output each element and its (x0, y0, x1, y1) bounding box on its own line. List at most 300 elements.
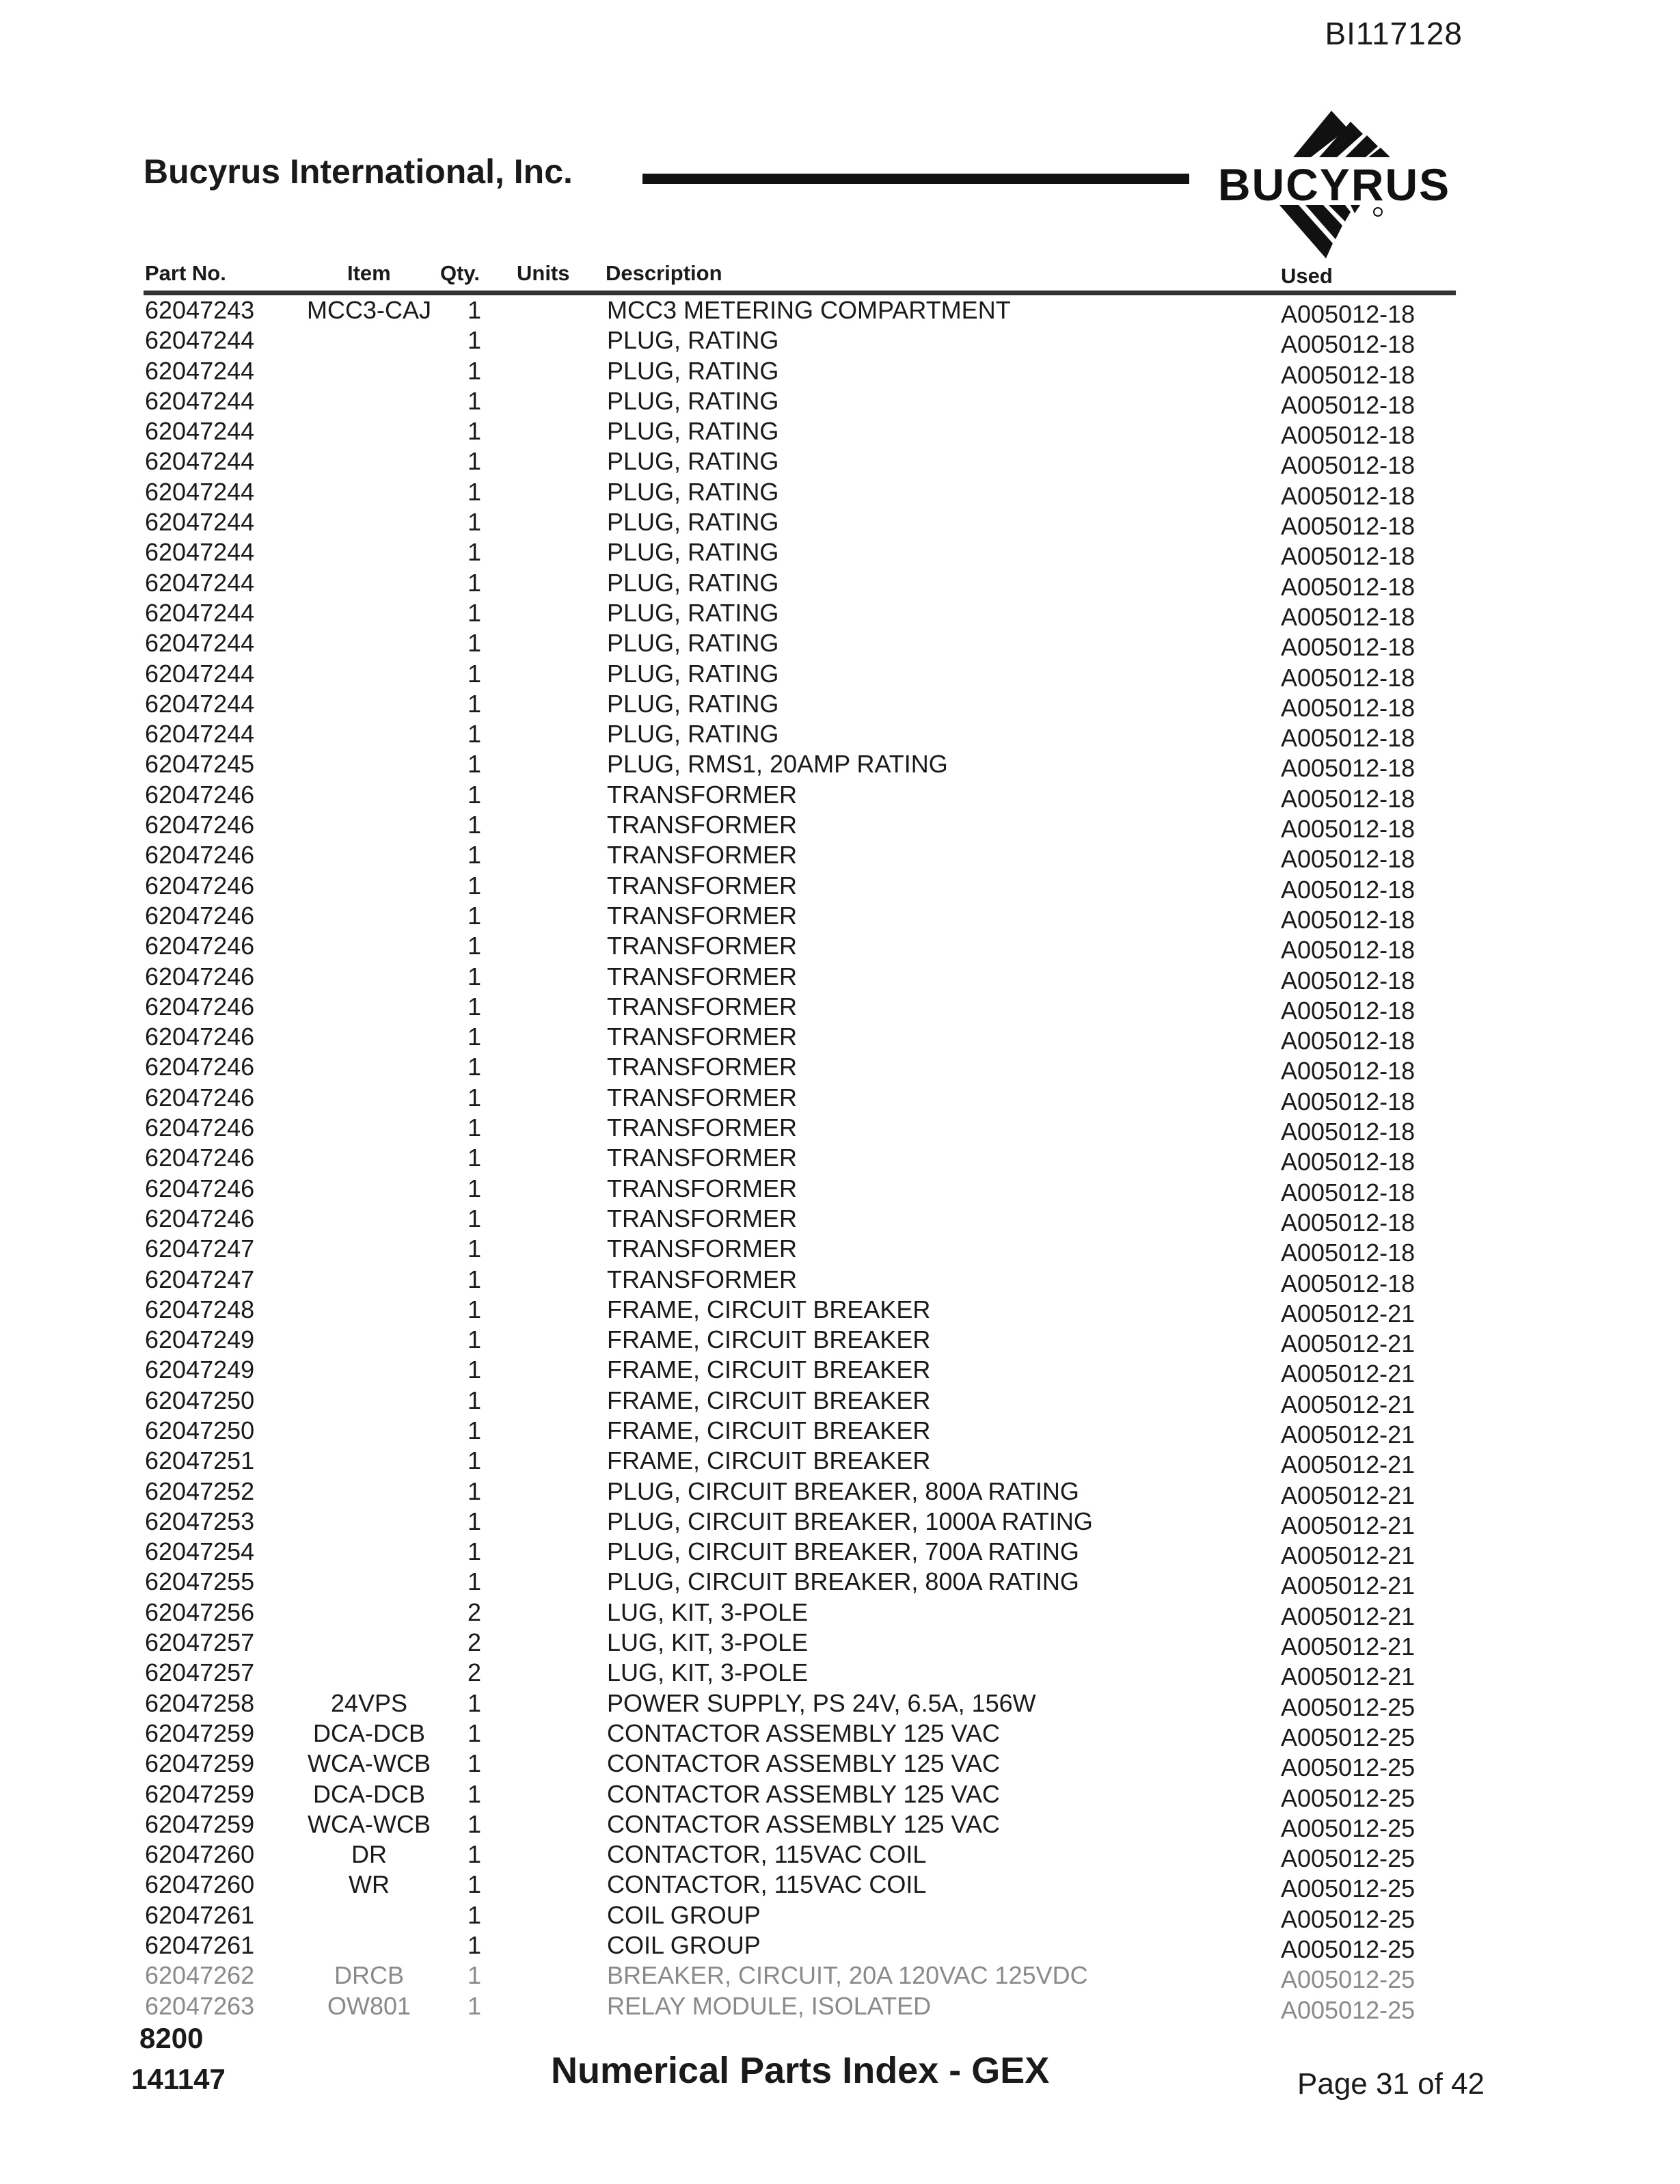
description-cell: TRANSFORMER (607, 871, 797, 900)
table-row (0, 1718, 1680, 1749)
table-row (0, 568, 1680, 601)
quantity-cell: 1 (467, 992, 482, 1021)
description-cell: FRAME, CIRCUIT BREAKER (607, 1295, 931, 1323)
part-number-cell: 62047244 (145, 417, 255, 446)
used-on-cell: A005012-18 (1281, 1027, 1415, 1055)
used-on-cell: A005012-18 (1281, 1239, 1415, 1267)
description-cell: TRANSFORMER (607, 1204, 797, 1232)
description-cell: TRANSFORMER (607, 1114, 797, 1142)
table-row (0, 810, 1680, 844)
part-number-cell: 62047254 (145, 1537, 255, 1566)
used-on-cell: A005012-25 (1281, 1723, 1415, 1751)
item-code-cell: DRCB (334, 1961, 404, 1990)
quantity-cell: 1 (467, 417, 482, 446)
quantity-cell: 1 (467, 629, 482, 658)
used-on-cell: A005012-18 (1281, 1208, 1415, 1237)
used-on-cell: A005012-21 (1281, 1390, 1415, 1418)
description-cell: PLUG, CIRCUIT BREAKER, 1000A RATING (607, 1507, 1093, 1535)
quantity-cell: 1 (467, 326, 482, 355)
quantity-cell: 1 (467, 1567, 482, 1596)
quantity-cell: 1 (467, 1870, 482, 1899)
part-number-cell: 62047244 (145, 386, 255, 415)
table-row (0, 1174, 1680, 1204)
part-number-cell: 62047259 (145, 1809, 255, 1838)
description-cell: PLUG, RATING (607, 447, 779, 476)
part-number-cell: 62047246 (145, 1204, 255, 1232)
footer-number: 141147 (131, 2063, 226, 2095)
description-cell: TRANSFORMER (607, 1174, 797, 1202)
description-cell: MCC3 METERING COMPARTMENT (607, 296, 1011, 324)
description-cell: PLUG, RATING (607, 689, 779, 718)
description-cell: PLUG, RATING (607, 508, 779, 537)
description-cell: PLUG, RATING (607, 659, 779, 688)
item-code-cell: WR (349, 1870, 390, 1899)
part-number-cell: 62047244 (145, 568, 255, 597)
quantity-cell: 1 (467, 901, 482, 930)
table-row (0, 477, 1680, 510)
used-on-cell: A005012-25 (1281, 1814, 1415, 1842)
description-cell: TRANSFORMER (607, 780, 797, 809)
part-number-cell: 62047251 (145, 1446, 255, 1475)
table-row (0, 386, 1680, 419)
part-number-cell: 62047246 (145, 1144, 255, 1172)
bucyrus-logo (1211, 109, 1457, 260)
description-cell: BREAKER, CIRCUIT, 20A 120VAC 125VDC (607, 1961, 1088, 1990)
table-row (0, 1325, 1680, 1358)
quantity-cell: 1 (467, 780, 482, 809)
description-cell: TRANSFORMER (607, 1265, 797, 1293)
description-cell: PLUG, CIRCUIT BREAKER, 700A RATING (607, 1537, 1079, 1566)
part-number-cell: 62047260 (145, 1840, 255, 1869)
used-on-cell: A005012-21 (1281, 1451, 1415, 1479)
col-header-qty: Qty. (440, 261, 480, 285)
description-cell: COIL GROUP (607, 1900, 761, 1929)
used-on-cell: A005012-18 (1281, 875, 1415, 904)
table-row (0, 962, 1680, 995)
table-row (0, 840, 1680, 874)
col-header-used: Used (1281, 264, 1333, 288)
part-number-cell: 62047246 (145, 992, 255, 1021)
table-row (0, 1416, 1680, 1446)
part-number-cell: 62047244 (145, 659, 255, 688)
part-number-cell: 62047244 (145, 477, 255, 506)
item-code-cell: MCC3-CAJ (306, 296, 431, 324)
part-number-cell: 62047244 (145, 326, 255, 355)
table-row (0, 689, 1680, 722)
description-cell: PLUG, RATING (607, 538, 779, 567)
part-number-cell: 62047244 (145, 538, 255, 567)
part-number-cell: 62047244 (145, 720, 255, 749)
part-number-cell: 62047244 (145, 508, 255, 537)
part-number-cell: 62047261 (145, 1931, 255, 1960)
used-on-cell: A005012-18 (1281, 905, 1415, 934)
quantity-cell: 1 (467, 1991, 482, 2020)
item-code-cell: OW801 (327, 1991, 411, 2020)
part-number-cell: 62047250 (145, 1416, 255, 1444)
part-number-cell: 62047244 (145, 447, 255, 476)
quantity-cell: 1 (467, 1265, 482, 1293)
used-on-cell: A005012-21 (1281, 1299, 1415, 1327)
description-cell: TRANSFORMER (607, 932, 797, 960)
quantity-cell: 1 (467, 1144, 482, 1172)
table-row (0, 1477, 1680, 1507)
used-on-cell: A005012-25 (1281, 1874, 1415, 1903)
part-number-cell: 62047246 (145, 811, 255, 839)
used-on-cell: A005012-18 (1281, 1269, 1415, 1297)
description-cell: PLUG, RATING (607, 417, 779, 446)
table-row (0, 749, 1680, 783)
document-id: BI117128 (1325, 16, 1463, 51)
quantity-cell: 1 (467, 1083, 482, 1111)
part-number-cell: 62047247 (145, 1265, 255, 1293)
table-row (0, 325, 1680, 359)
logo-wordmark: BUCYRUS (1217, 159, 1451, 210)
table-row (0, 1688, 1680, 1721)
table-row (0, 1022, 1680, 1055)
table-row (0, 719, 1680, 753)
quantity-cell: 1 (467, 386, 482, 415)
quantity-cell: 1 (467, 1174, 482, 1202)
quantity-cell: 1 (467, 1537, 482, 1566)
table-row (0, 416, 1680, 450)
table-row (0, 1234, 1680, 1267)
table-row (0, 1355, 1680, 1388)
description-cell: TRANSFORMER (607, 992, 797, 1021)
used-on-cell: A005012-18 (1281, 451, 1415, 480)
used-on-cell: A005012-21 (1281, 1572, 1415, 1600)
part-number-cell: 62047253 (145, 1507, 255, 1535)
description-cell: CONTACTOR, 115VAC COIL (607, 1840, 927, 1869)
part-number-cell: 62047247 (145, 1235, 255, 1263)
quantity-cell: 1 (467, 1749, 482, 1778)
used-on-cell: A005012-18 (1281, 1087, 1415, 1116)
description-cell: TRANSFORMER (607, 1023, 797, 1051)
used-on-cell: A005012-25 (1281, 1844, 1415, 1873)
item-code-cell: DCA-DCB (312, 1779, 425, 1808)
used-on-cell: A005012-21 (1281, 1330, 1415, 1358)
used-on-cell: A005012-18 (1281, 330, 1415, 359)
used-on-cell: A005012-18 (1281, 815, 1415, 844)
quantity-cell: 1 (467, 689, 482, 718)
quantity-cell: 1 (467, 659, 482, 688)
part-number-cell: 62047246 (145, 1174, 255, 1202)
part-number-cell: 62047246 (145, 1083, 255, 1111)
quantity-cell: 1 (467, 1204, 482, 1232)
quantity-cell: 1 (467, 720, 482, 749)
quantity-cell: 1 (467, 568, 482, 597)
part-number-cell: 62047259 (145, 1718, 255, 1747)
part-number-cell: 62047260 (145, 1870, 255, 1899)
table-row (0, 659, 1680, 692)
description-cell: PLUG, RATING (607, 598, 779, 627)
footer-model: 8200 (139, 2022, 204, 2054)
used-on-cell: A005012-21 (1281, 1541, 1415, 1570)
quantity-cell: 1 (467, 750, 482, 779)
description-cell: TRANSFORMER (607, 901, 797, 930)
description-cell: RELAY MODULE, ISOLATED (607, 1991, 932, 2020)
description-cell: TRANSFORMER (607, 1235, 797, 1263)
description-cell: LUG, KIT, 3-POLE (607, 1658, 809, 1687)
used-on-cell: A005012-21 (1281, 1420, 1415, 1448)
part-number-cell: 62047246 (145, 841, 255, 869)
description-cell: PLUG, RMS1, 20AMP RATING (607, 750, 948, 779)
quantity-cell: 1 (467, 1931, 482, 1960)
quantity-cell: 1 (467, 1718, 482, 1747)
item-code-cell: WCA-WCB (308, 1749, 431, 1778)
table-row (0, 1446, 1680, 1479)
table-row (0, 1809, 1680, 1842)
quantity-cell: 1 (467, 1295, 482, 1323)
quantity-cell: 1 (467, 477, 482, 506)
description-cell: TRANSFORMER (607, 811, 797, 839)
quantity-cell: 1 (467, 447, 482, 476)
part-number-cell: 62047248 (145, 1295, 255, 1323)
quantity-cell: 1 (467, 1386, 482, 1414)
used-on-cell: A005012-25 (1281, 1783, 1415, 1812)
part-number-cell: 62047255 (145, 1567, 255, 1596)
table-row (0, 1507, 1680, 1537)
part-number-cell: 62047244 (145, 598, 255, 627)
col-header-units: Units (517, 261, 570, 285)
used-on-cell: A005012-18 (1281, 512, 1415, 541)
used-on-cell: A005012-25 (1281, 1904, 1415, 1933)
table-row (0, 1597, 1680, 1628)
table-row (0, 1386, 1680, 1416)
quantity-cell: 1 (467, 598, 482, 627)
quantity-cell: 1 (467, 1477, 482, 1505)
part-number-cell: 62047246 (145, 962, 255, 990)
description-cell: PLUG, RATING (607, 386, 779, 415)
used-on-cell: A005012-18 (1281, 996, 1415, 1025)
used-on-cell: A005012-21 (1281, 1662, 1415, 1691)
table-row (0, 1567, 1680, 1600)
used-on-cell: A005012-18 (1281, 663, 1415, 692)
part-number-cell: 62047244 (145, 689, 255, 718)
description-cell: PLUG, RATING (607, 477, 779, 506)
part-number-cell: 62047246 (145, 780, 255, 809)
part-number-cell: 62047245 (145, 750, 255, 779)
description-cell: LUG, KIT, 3-POLE (607, 1628, 809, 1657)
table-row (0, 1749, 1680, 1782)
table-row (0, 1658, 1680, 1691)
table-row (0, 537, 1680, 571)
used-on-cell: A005012-18 (1281, 602, 1415, 631)
description-cell: PLUG, CIRCUIT BREAKER, 800A RATING (607, 1477, 1079, 1505)
table-row (0, 1295, 1680, 1325)
table-row (0, 1143, 1680, 1176)
description-cell: CONTACTOR ASSEMBLY 125 VAC (607, 1779, 1000, 1808)
table-row (0, 871, 1680, 904)
part-number-cell: 62047246 (145, 1053, 255, 1081)
quantity-cell: 2 (467, 1597, 482, 1626)
used-on-cell: A005012-18 (1281, 633, 1415, 662)
quantity-cell: 2 (467, 1658, 482, 1687)
used-on-cell: A005012-18 (1281, 390, 1415, 419)
quantity-cell: 1 (467, 1325, 482, 1354)
used-on-cell: A005012-25 (1281, 1935, 1415, 1964)
part-number-cell: 62047257 (145, 1628, 255, 1657)
used-on-cell: A005012-18 (1281, 784, 1415, 813)
table-row (0, 1991, 1680, 2024)
quantity-cell: 1 (467, 508, 482, 537)
used-on-cell: A005012-21 (1281, 1360, 1415, 1388)
parts-table (0, 295, 1680, 2024)
table-row (0, 992, 1680, 1025)
part-number-cell: 62047256 (145, 1597, 255, 1626)
description-cell: FRAME, CIRCUIT BREAKER (607, 1386, 931, 1414)
table-row (0, 1083, 1680, 1116)
item-code-cell: DCA-DCB (312, 1718, 425, 1747)
table-row (0, 1779, 1680, 1812)
description-cell: PLUG, RATING (607, 568, 779, 597)
part-number-cell: 62047249 (145, 1325, 255, 1354)
used-on-cell: A005012-18 (1281, 754, 1415, 783)
table-row (0, 1113, 1680, 1146)
used-on-cell: A005012-18 (1281, 724, 1415, 753)
quantity-cell: 1 (467, 811, 482, 839)
description-cell: PLUG, CIRCUIT BREAKER, 800A RATING (607, 1567, 1079, 1596)
description-cell: CONTACTOR, 115VAC COIL (607, 1870, 927, 1899)
table-row (0, 1537, 1680, 1570)
table-row (0, 598, 1680, 631)
header-rule (642, 174, 1189, 184)
description-cell: POWER SUPPLY, PS 24V, 6.5A, 156W (607, 1688, 1036, 1717)
used-on-cell: A005012-21 (1281, 1481, 1415, 1509)
table-row (0, 295, 1680, 328)
description-cell: FRAME, CIRCUIT BREAKER (607, 1356, 931, 1384)
used-on-cell: A005012-18 (1281, 845, 1415, 874)
table-row (0, 1052, 1680, 1086)
table-row (0, 1930, 1680, 1964)
col-header-part-no: Part No. (145, 261, 226, 285)
description-cell: TRANSFORMER (607, 1053, 797, 1081)
description-cell: CONTACTOR ASSEMBLY 125 VAC (607, 1809, 1000, 1838)
used-on-cell: A005012-18 (1281, 1118, 1415, 1146)
description-cell: FRAME, CIRCUIT BREAKER (607, 1325, 931, 1354)
used-on-cell: A005012-21 (1281, 1511, 1415, 1539)
quantity-cell: 1 (467, 1900, 482, 1929)
used-on-cell: A005012-18 (1281, 421, 1415, 450)
item-code-cell: WCA-WCB (308, 1809, 431, 1838)
used-on-cell: A005012-18 (1281, 360, 1415, 389)
table-row (0, 1960, 1680, 1994)
used-on-cell: A005012-18 (1281, 936, 1415, 965)
used-on-cell: A005012-21 (1281, 1602, 1415, 1630)
table-row (0, 356, 1680, 389)
part-number-cell: 62047259 (145, 1779, 255, 1808)
used-on-cell: A005012-25 (1281, 1995, 1415, 2024)
col-header-description: Description (606, 261, 722, 285)
description-cell: PLUG, RATING (607, 720, 779, 749)
description-cell: CONTACTOR ASSEMBLY 125 VAC (607, 1749, 1000, 1778)
part-number-cell: 62047259 (145, 1749, 255, 1778)
quantity-cell: 1 (467, 932, 482, 960)
item-code-cell: 24VPS (330, 1688, 408, 1717)
description-cell: COIL GROUP (607, 1931, 761, 1960)
part-number-cell: 62047246 (145, 1023, 255, 1051)
part-number-cell: 62047246 (145, 901, 255, 930)
quantity-cell: 1 (467, 1779, 482, 1808)
part-number-cell: 62047252 (145, 1477, 255, 1505)
quantity-cell: 1 (467, 841, 482, 869)
part-number-cell: 62047263 (145, 1991, 255, 2020)
table-row (0, 1839, 1680, 1873)
table-row (0, 780, 1680, 813)
quantity-cell: 2 (467, 1628, 482, 1657)
part-number-cell: 62047244 (145, 629, 255, 658)
used-on-cell: A005012-25 (1281, 1965, 1415, 1994)
footer-page-number: Page 31 of 42 (1297, 2067, 1485, 2101)
col-header-item: Item (347, 261, 391, 285)
item-code-cell: DR (351, 1840, 387, 1869)
quantity-cell: 1 (467, 1961, 482, 1990)
table-row (0, 628, 1680, 662)
used-on-cell: A005012-25 (1281, 1693, 1415, 1721)
used-on-cell: A005012-18 (1281, 481, 1415, 510)
used-on-cell: A005012-21 (1281, 1632, 1415, 1661)
description-cell: PLUG, RATING (607, 326, 779, 355)
quantity-cell: 1 (467, 538, 482, 567)
table-row (0, 446, 1680, 480)
part-number-cell: 62047262 (145, 1961, 255, 1990)
table-row (0, 1900, 1680, 1933)
part-number-cell: 62047246 (145, 1114, 255, 1142)
company-name: Bucyrus International, Inc. (144, 152, 573, 191)
quantity-cell: 1 (467, 1416, 482, 1444)
description-cell: CONTACTOR ASSEMBLY 125 VAC (607, 1718, 1000, 1747)
used-on-cell: A005012-18 (1281, 1057, 1415, 1086)
description-cell: TRANSFORMER (607, 1144, 797, 1172)
table-row (0, 901, 1680, 934)
used-on-cell: A005012-25 (1281, 1753, 1415, 1782)
table-row (0, 1204, 1680, 1237)
part-number-cell: 62047246 (145, 932, 255, 960)
part-number-cell: 62047249 (145, 1356, 255, 1384)
quantity-cell: 1 (467, 1114, 482, 1142)
quantity-cell: 1 (467, 1507, 482, 1535)
used-on-cell: A005012-18 (1281, 1148, 1415, 1176)
description-cell: TRANSFORMER (607, 962, 797, 990)
quantity-cell: 1 (467, 356, 482, 385)
part-number-cell: 62047258 (145, 1688, 255, 1717)
part-number-cell: 62047250 (145, 1386, 255, 1414)
used-on-cell: A005012-18 (1281, 542, 1415, 571)
part-number-cell: 62047246 (145, 871, 255, 900)
quantity-cell: 1 (467, 1809, 482, 1838)
quantity-cell: 1 (467, 1688, 482, 1717)
header-divider (144, 291, 1456, 295)
quantity-cell: 1 (467, 296, 482, 324)
table-row (0, 507, 1680, 541)
quantity-cell: 1 (467, 1840, 482, 1869)
quantity-cell: 1 (467, 871, 482, 900)
used-on-cell: A005012-18 (1281, 693, 1415, 722)
description-cell: TRANSFORMER (607, 841, 797, 869)
description-cell: FRAME, CIRCUIT BREAKER (607, 1446, 931, 1475)
used-on-cell: A005012-18 (1281, 300, 1415, 328)
description-cell: PLUG, RATING (607, 629, 779, 658)
description-cell: FRAME, CIRCUIT BREAKER (607, 1416, 931, 1444)
part-number-cell: 62047243 (145, 296, 255, 324)
description-cell: TRANSFORMER (607, 1083, 797, 1111)
description-cell: LUG, KIT, 3-POLE (607, 1597, 809, 1626)
description-cell: PLUG, RATING (607, 356, 779, 385)
part-number-cell: 62047244 (145, 356, 255, 385)
used-on-cell: A005012-18 (1281, 1178, 1415, 1206)
quantity-cell: 1 (467, 1023, 482, 1051)
table-row (0, 1628, 1680, 1661)
used-on-cell: A005012-18 (1281, 572, 1415, 601)
